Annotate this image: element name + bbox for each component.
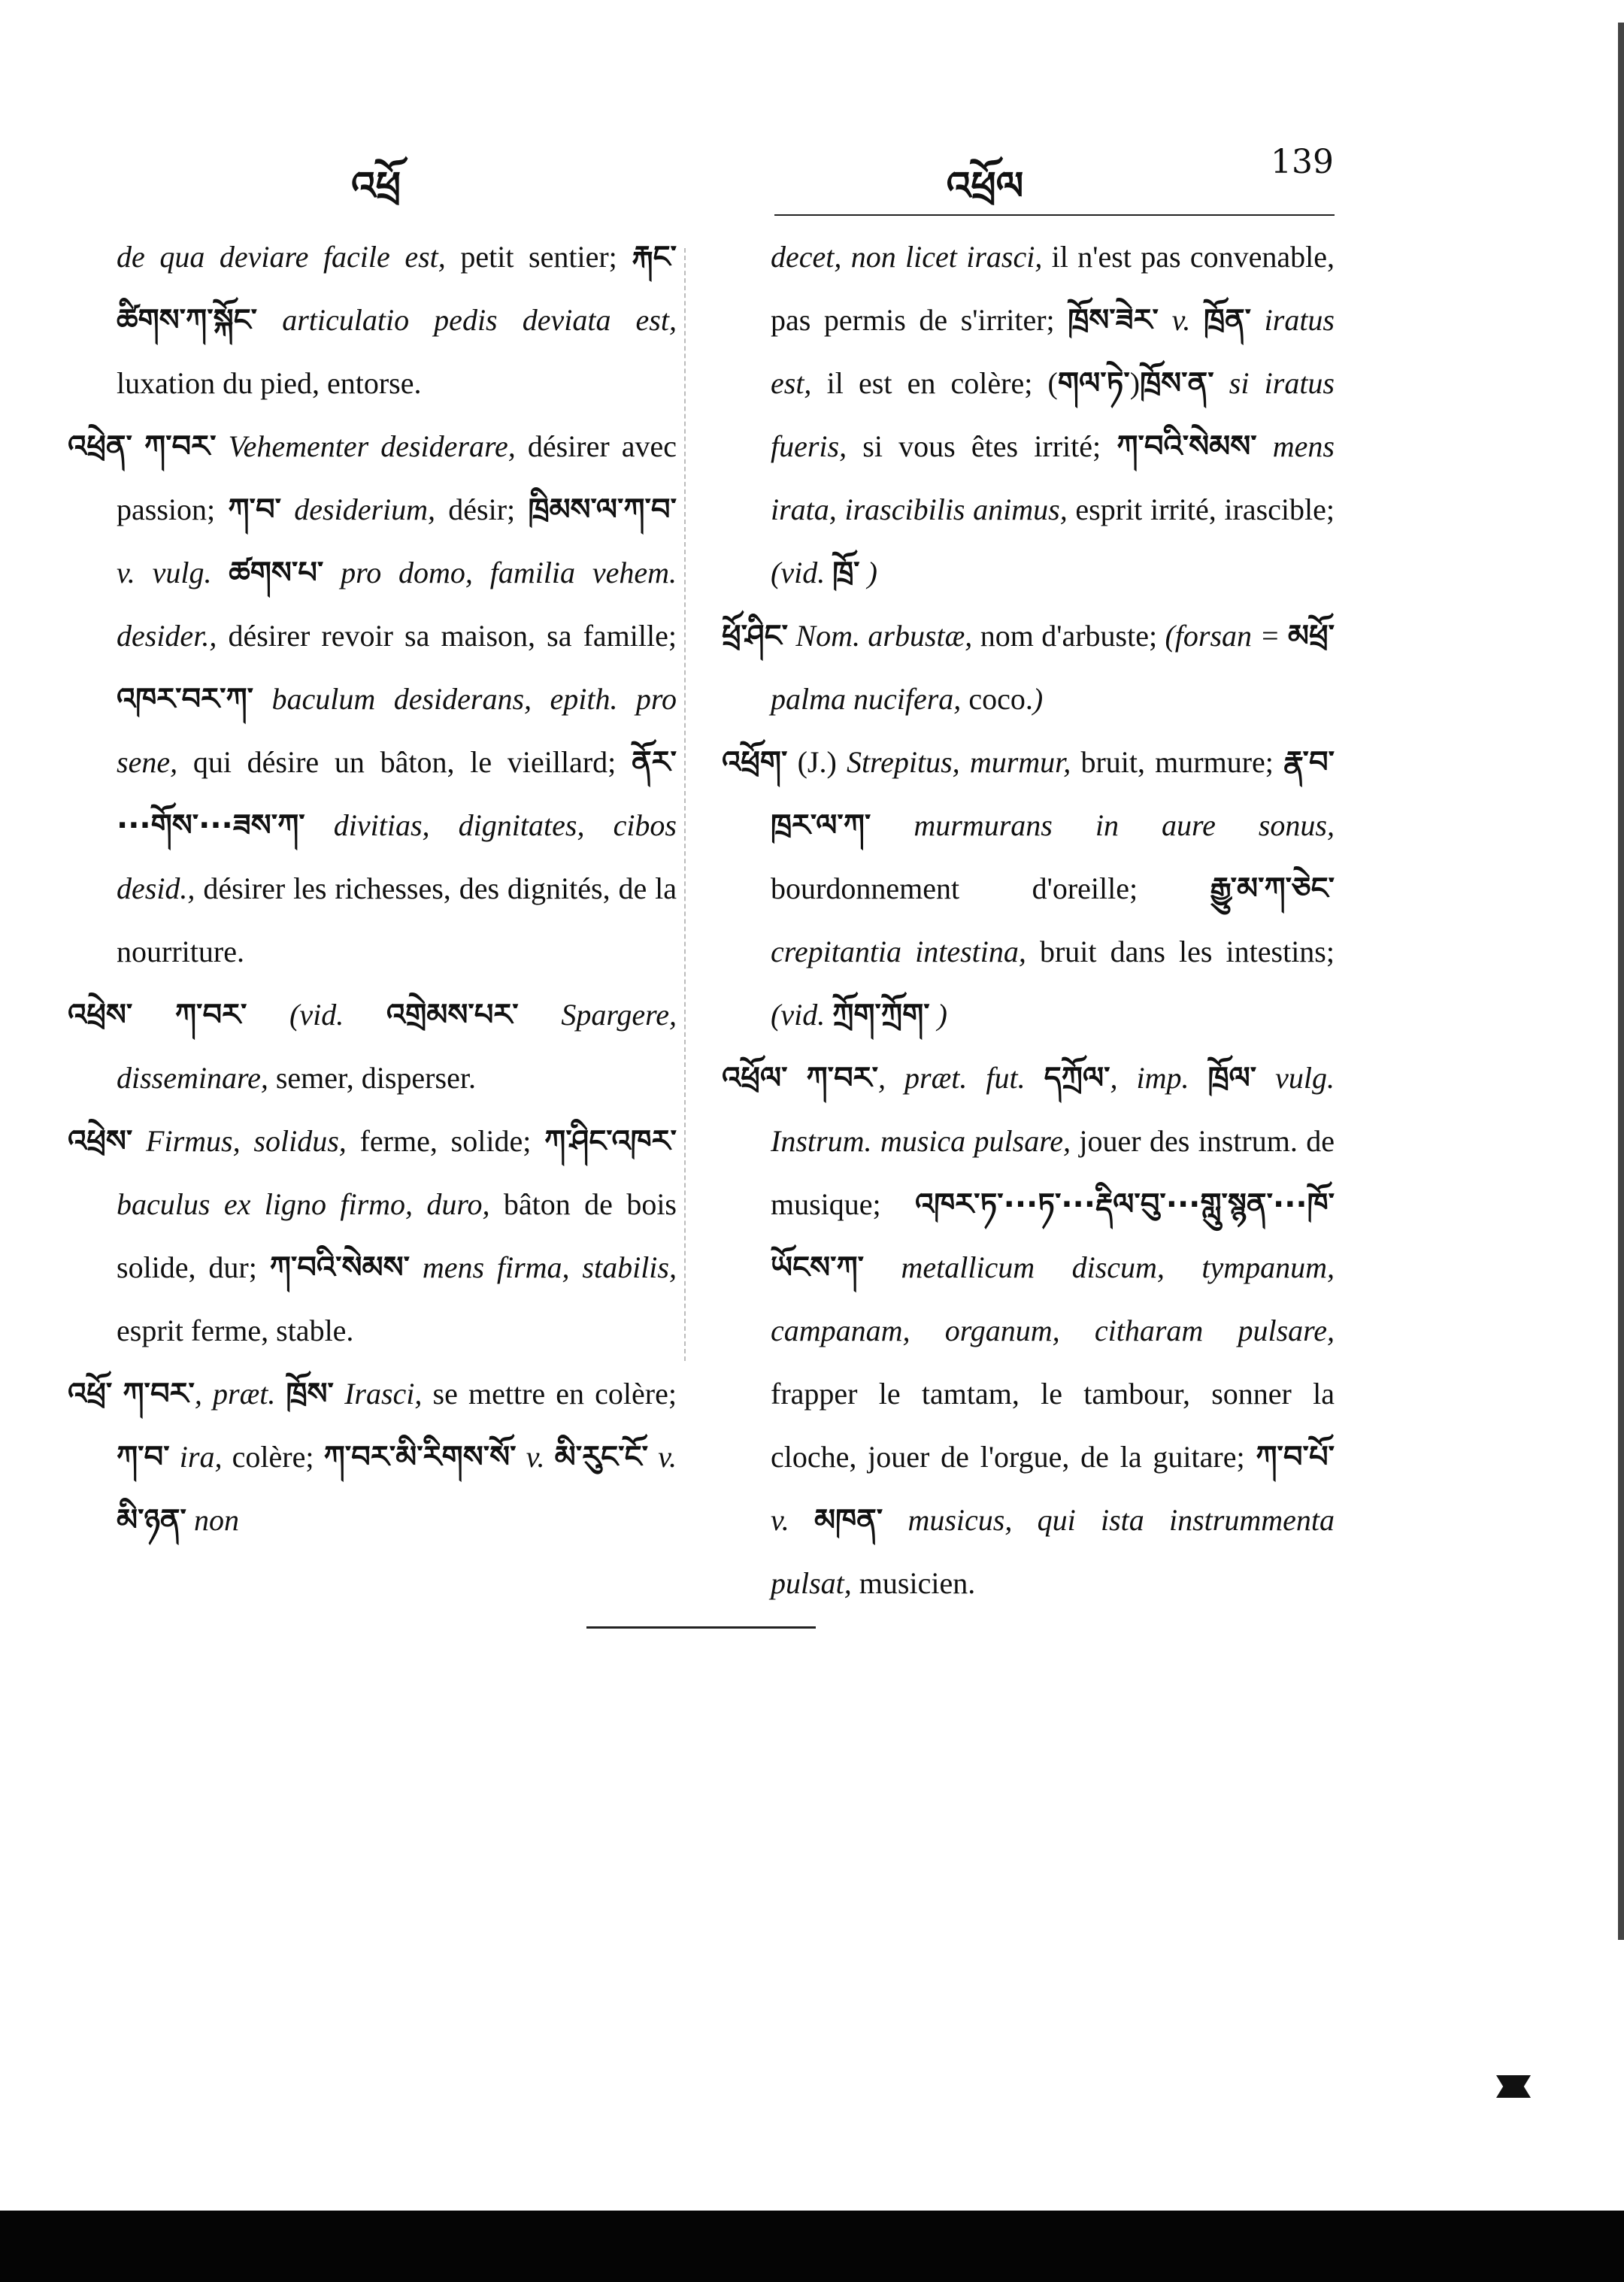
latin-gloss: desiderium, (281, 492, 436, 526)
french-gloss: bourdonnement d'oreille; (771, 871, 1210, 905)
latin-gloss: , præt. (194, 1377, 286, 1411)
latin-gloss: vulg. Instrum. musica pulsare, (771, 1061, 1335, 1158)
latin-gloss: ) (1032, 682, 1044, 716)
tibetan-term: ཀ་བར་ (123, 1377, 195, 1411)
french-gloss: frapper le tamtam, le tambour, sonner la cloche, jouer de l'orgue, de la guitare; (771, 1377, 1335, 1474)
latin-gloss: decet, non licet irasci, (771, 240, 1043, 274)
tibetan-term: གལ་ཏེ་ (1057, 366, 1130, 401)
french-gloss: jouer des instrum. de musique; (771, 1124, 1335, 1221)
tibetan-term: འགྲེམས་པར་ (386, 998, 519, 1032)
french-gloss: bruit dans les intestins; (1026, 935, 1335, 968)
latin-gloss: iratus est, (771, 303, 1335, 400)
tibetan-term: ཀ་བའི་སེམས་ (1116, 429, 1257, 464)
tibetan-term: ཀ་བར་ (174, 998, 247, 1032)
tibetan-term: ཀྲོག་ཀྲོག་ (832, 998, 930, 1032)
tibetan-term: ཀ་བ་ (228, 492, 281, 527)
latin-gloss: (vid. (771, 998, 833, 1032)
latin-gloss: articulatio pedis deviata est, (257, 303, 677, 337)
latin-gloss: ) (929, 998, 947, 1032)
tibetan-term: འཕྲེན་ (68, 429, 132, 464)
scan-border (0, 2211, 1624, 2282)
latin-gloss: mens irata, irascibilis animus, (771, 429, 1335, 526)
latin-gloss: (vid. (771, 556, 833, 589)
tibetan-term: འཕྲོ་ (68, 1377, 113, 1411)
tibetan-term: དཀྲོལ་ (1044, 1061, 1110, 1096)
french-gloss: se mettre en colère; (422, 1377, 677, 1411)
tibetan-term: ཁྲིམས་ལ་ཀ་བ་ (528, 492, 677, 527)
tibetan-term: ཁྲོས་ཟེར་ (1068, 303, 1159, 338)
tibetan-term: འཕྲོལ་ (722, 1061, 788, 1096)
tibetan-term: མཁན་ (814, 1503, 883, 1538)
french-gloss (132, 998, 175, 1032)
latin-gloss: v. (516, 1440, 555, 1474)
french-gloss (787, 1061, 806, 1095)
latin-gloss: ) (859, 556, 877, 589)
french-gloss: désirer avec passion; (117, 429, 677, 526)
latin-gloss: non (186, 1503, 239, 1537)
french-gloss: si vous êtes irrité; (847, 429, 1117, 463)
latin-gloss: Spargere, disseminare, (117, 998, 677, 1095)
page-number: 139 (1271, 143, 1334, 181)
latin-gloss: Strepitus, murmur, (846, 745, 1071, 779)
scan-edge (1618, 23, 1624, 1940)
tibetan-term: ཁྲོས་ན་ (1140, 366, 1214, 401)
tibetan-term: ཀ་བར་ (806, 1061, 879, 1096)
right-column (722, 226, 1335, 1615)
tibetan-term: མི་རུང་ངོ་ (554, 1440, 649, 1474)
header-rule (774, 214, 1335, 216)
latin-gloss: (vid. (247, 998, 386, 1032)
latin-gloss: pro domo, familia vehem. desider., (117, 556, 677, 653)
french-gloss: semer, disperser. (268, 1061, 476, 1095)
latin-gloss: v. vulg. (117, 556, 229, 589)
latin-gloss: murmurans in aure sonus, (871, 808, 1335, 842)
latin-gloss: de qua deviare facile est, (117, 240, 446, 274)
dictionary-entry (68, 983, 677, 1110)
latin-gloss: baculus ex ligno firmo, duro, (117, 1187, 490, 1221)
dictionary-entry (68, 1110, 677, 1362)
tibetan-term: ཀ་བའི་སེམས་ (269, 1250, 410, 1285)
dictionary-entry (68, 415, 677, 983)
column-separator (684, 248, 686, 1361)
french-gloss: ferme, solide; (346, 1124, 545, 1158)
latin-gloss: , præt. fut. (878, 1061, 1044, 1095)
tibetan-term: འཕྲེས་ (68, 1124, 133, 1159)
latin-gloss: , imp. (1110, 1061, 1208, 1095)
dictionary-entry (68, 1362, 677, 1552)
dictionary-entry (722, 1047, 1335, 1615)
tibetan-term: རྣ་བ་ཁྲར་ལ་ཀ་ (771, 745, 1335, 843)
french-gloss: petit sentier; (445, 240, 632, 274)
latin-gloss: v. (1158, 303, 1204, 337)
latin-gloss: ira, (169, 1440, 223, 1474)
tibetan-term: ཀ་བ་པོ་ (1256, 1440, 1335, 1474)
tibetan-term: ཀ་བར་མི་རིགས་སོ་ (323, 1440, 517, 1474)
tibetan-term: ཁྲོས་ (286, 1377, 334, 1411)
printer-mark (1496, 2075, 1531, 2098)
french-gloss: il est en colère; ( (811, 366, 1058, 400)
latin-gloss: (forsan = (1165, 619, 1288, 653)
french-gloss: (J.) (787, 745, 847, 779)
french-gloss: il n'est pas convenable, pas permis de s'irriter; (771, 240, 1335, 337)
tibetan-term: ཕྲོ་ཤིང་ (722, 619, 788, 653)
french-gloss: esprit ferme, stable. (117, 1314, 354, 1347)
tibetan-term: མཕྲོ་ (1287, 619, 1335, 653)
dictionary-entry (722, 605, 1335, 731)
latin-gloss: si iratus fueris, (771, 366, 1335, 463)
french-gloss: qui désire un bâton, le vieillard; (177, 745, 632, 779)
latin-gloss: v. (648, 1440, 677, 1474)
french-gloss (112, 1377, 123, 1411)
latin-gloss: Firmus, solidus, (132, 1124, 347, 1158)
dictionary-entry (722, 731, 1335, 1047)
latin-gloss: musicus, qui ista instrummenta pulsat, (771, 1503, 1335, 1600)
tibetan-term: ཚགས་པ་ (229, 556, 324, 590)
french-gloss: bâton de bois solide, dur; (117, 1187, 677, 1284)
french-gloss: nom d'arbuste; (972, 619, 1165, 653)
tibetan-term: ཁྲོལ་ (1207, 1061, 1257, 1096)
french-gloss: désirer les richesses, des dignités, de la nourriture. (117, 871, 677, 968)
french-gloss: désirer revoir sa maison, sa famille; (217, 619, 677, 653)
tibetan-term: ཀ་བར་ (144, 429, 217, 464)
latin-gloss: Irasci, (333, 1377, 423, 1411)
tibetan-term: རྒྱུ་མ་ཀ་ཅེང་ (1210, 871, 1335, 906)
tibetan-term: འཁར་ཏ་···ཏ་···རྡིལ་བུ་···གླུ་སྙན་···ཁོ་ཡོངས་ཀ་ (771, 1187, 1335, 1285)
tibetan-term: ཀ་ཤིང་འཁར་ (544, 1124, 677, 1159)
latin-gloss: mens firma, stabilis, (409, 1250, 677, 1284)
tibetan-term: ཁྲོ་ (832, 556, 860, 590)
french-gloss: coco. (961, 682, 1033, 716)
latin-gloss: v. (771, 1503, 815, 1537)
french-gloss: luxation du pied, entorse. (117, 366, 422, 400)
latin-gloss: baculum desiderans, epith. pro sene, (117, 682, 677, 779)
left-column (68, 226, 677, 1552)
running-head-left: འཕྲོ (350, 164, 401, 209)
latin-gloss: Nom. arbustæ, (788, 619, 973, 653)
tibetan-term: མི་ཉན་ (117, 1503, 186, 1538)
french-gloss: colère; (222, 1440, 324, 1474)
latin-gloss: crepitantia intestina, (771, 935, 1026, 968)
entry-continuation (68, 226, 677, 415)
french-gloss: bruit, murmure; (1071, 745, 1284, 779)
french-gloss (132, 429, 144, 463)
tibetan-term: ཀ་བ་ (117, 1440, 170, 1474)
latin-gloss: metallicum discum, tympanum, campanam, organum, citharam pulsare, (771, 1250, 1335, 1347)
tibetan-term: འཁར་བར་ཀ་ (117, 682, 254, 717)
french-gloss: esprit irrité, irascible; (1067, 492, 1335, 526)
entry-continuation (722, 226, 1335, 605)
tibetan-term: འཕྲོག་ (722, 745, 788, 780)
latin-gloss: divitias, dignitates, cibos desid., (117, 808, 677, 905)
french-gloss: ) (1129, 366, 1141, 400)
latin-gloss: Vehementer desiderare, (216, 429, 516, 463)
tibetan-term: འཕྲེས་ (68, 998, 133, 1032)
tibetan-term: རྐང་ཚིགས་ཀ་སྐོང་ (117, 240, 677, 338)
latin-gloss: palma nucifera, (771, 682, 962, 716)
end-rule (586, 1626, 816, 1629)
tibetan-term: ཁྲོན་ (1203, 303, 1252, 338)
tibetan-term: ནོར་···གོས་···ཟས་ཀ་ (117, 745, 677, 843)
french-gloss: musicien. (851, 1566, 976, 1600)
french-gloss: désir; (435, 492, 529, 526)
running-head-right: འཕྲོལ (946, 164, 1024, 209)
